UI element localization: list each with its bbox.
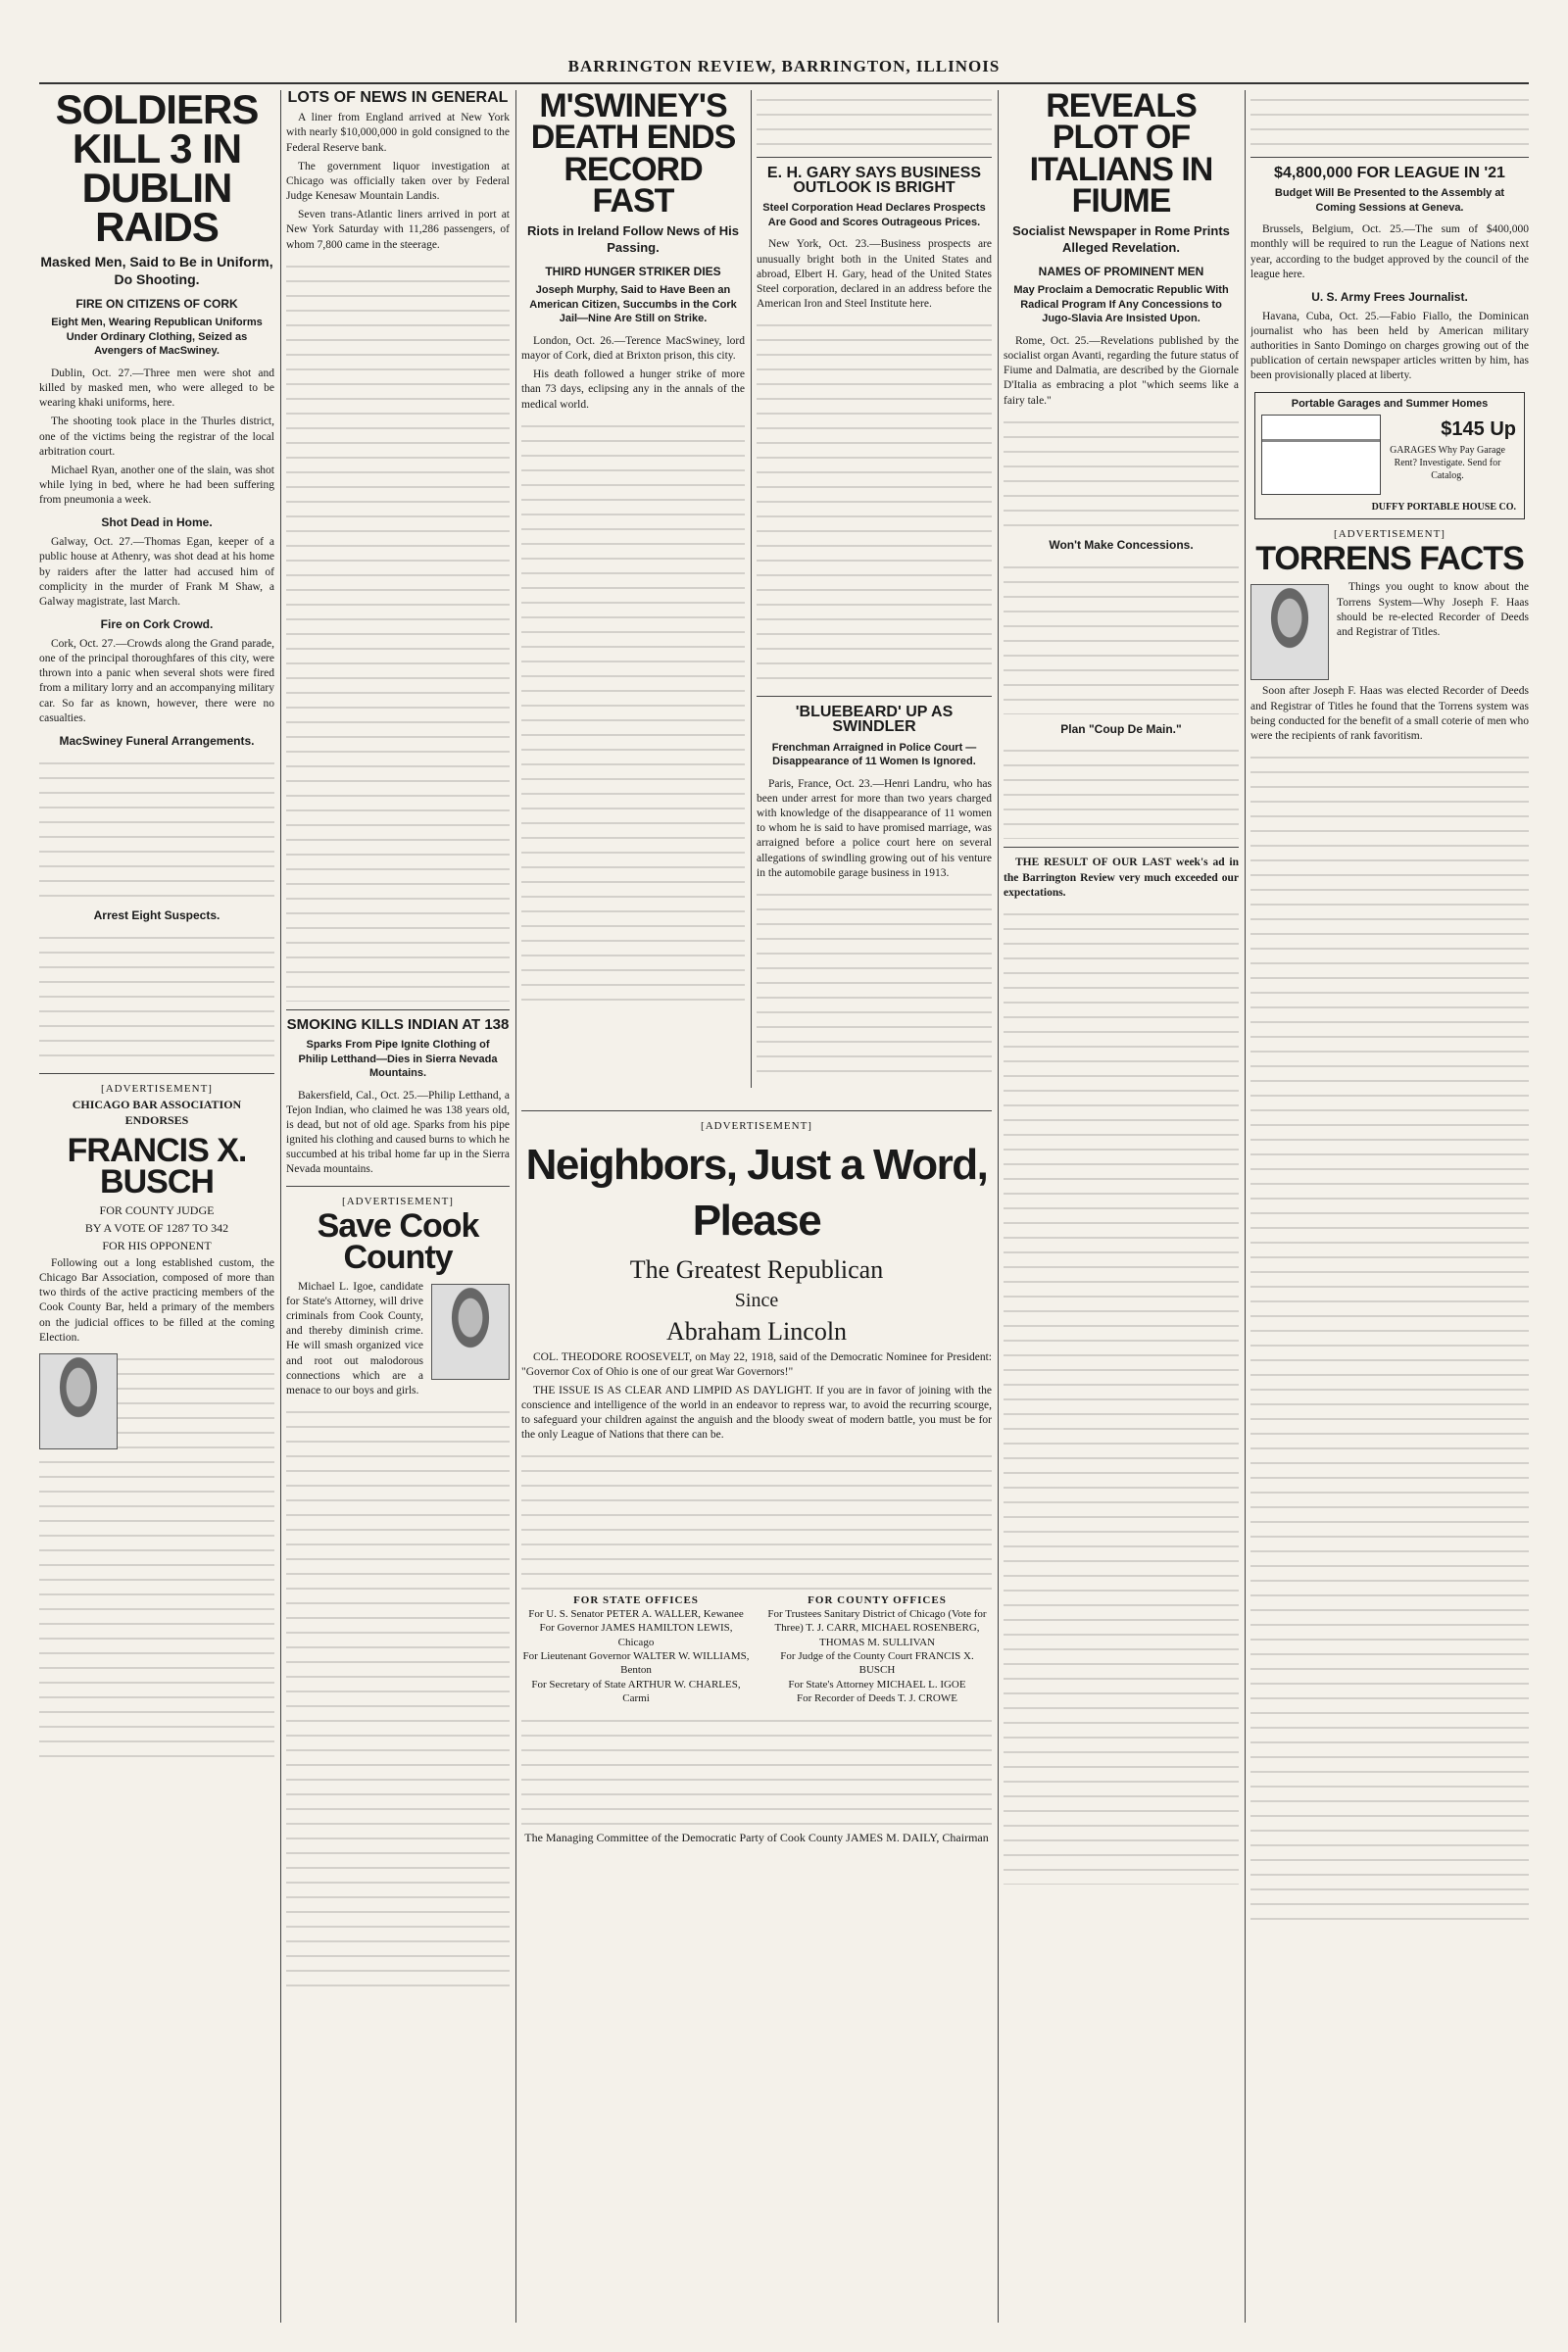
masthead: BARRINGTON REVIEW, BARRINGTON, ILLINOIS <box>39 57 1529 84</box>
county-office: For Recorder of Deeds T. J. CROWE <box>797 1691 957 1704</box>
dense-text-block <box>286 257 510 1002</box>
dense-text-block <box>39 754 274 901</box>
fiume-dek: May Proclaim a Democratic Republic With Radical Program If Any Concessions to Jugo-Slavia Are Insisted Upon. <box>1013 284 1229 325</box>
busch-portrait <box>39 1353 118 1449</box>
dense-text-block <box>521 1711 992 1829</box>
dense-text-block <box>1004 741 1239 839</box>
soldiers-paragraph: Dublin, Oct. 27.—Three men were shot and killed by masked men, who were alleged to be wearing khaki uniforms, here. <box>39 367 274 410</box>
state-office: For Lieutenant Governor WALTER W. WILLIAMS, Benton <box>522 1650 750 1677</box>
brief-paragraph: A liner from England arrived at New York with nearly $10,000,000 in gold consigned to the Federal Reserve bank. <box>286 112 510 154</box>
column-3 <box>521 90 745 1088</box>
state-office: For Secretary of State ARTHUR W. CHARLES, Carmi <box>531 1678 741 1704</box>
briefs-headline: LOTS OF NEWS IN GENERAL <box>287 90 509 106</box>
soldiers-paragraph: Galway, Oct. 27.—Thomas Egan, keeper of a public house at Athenry, was shot dead at his home by raiders after the latter had accused him of complicity in the murder of Frank M Shaw, a Galway magistrate, last March. <box>39 536 274 608</box>
garage-title: Portable Garages and Summer Homes <box>1291 397 1489 410</box>
bluebeard-dek: Frenchman Arraigned in Police Court —Disappearance of 11 Women Is Ignored. <box>771 741 977 768</box>
dense-text-block <box>757 90 992 149</box>
dense-text-block <box>286 1402 510 1990</box>
soldiers-paragraph: Cork, Oct. 27.—Crowds along the Grand parade, one of the principal thoroughfares of this city, were thrown into a panic when several shots were fired from a military lorry and an accompanying military car. So far as known, however, there were no casualties. <box>39 637 274 724</box>
bar-ad-line2: BY A VOTE OF 1287 TO 342 <box>84 1221 229 1236</box>
bar-ad-body: Following out a long established custom, the Chicago Bar Association, composed of more than two thirds of the active practicing members of the Cook County Bar, held a primary of the members on the judicial offices to be filled at the coming Election. <box>39 1256 274 1344</box>
soldiers-headline: SOLDIERS KILL 3 IN DUBLIN RAIDS <box>55 90 259 250</box>
bluebeard-headline: 'BLUEBEARD' UP AS SWINDLER <box>795 704 954 736</box>
army-free-body: Havana, Cuba, Oct. 25.—Fabio Fiallo, the Dominican journalist who has been held by American military authorities in Santo Domingo on charges growing out of the publication of certain newspaper articles written by him, has been provisionally placed at liberty. <box>1250 310 1529 382</box>
macswiney-paragraph: London, Oct. 26.—Terence MacSwiney, lord mayor of Cork, died at Brixton prison, this city. <box>521 334 745 363</box>
column-6 <box>1250 90 1529 2323</box>
dense-text-block <box>1004 558 1239 714</box>
smoking-headline: SMOKING KILLS INDIAN AT 138 <box>286 1015 510 1033</box>
busch-name: FRANCIS X. BUSCH <box>67 1131 247 1201</box>
macswiney-section: THIRD HUNGER STRIKER DIES <box>545 264 721 278</box>
column-5 <box>1004 90 1239 2323</box>
torrens-intro: Things you ought to know about the Torrens System—Why Joseph F. Haas should be re-elected Recorder of Deeds and Registrar of Titles. <box>1337 581 1529 638</box>
dense-text-block <box>521 416 745 1004</box>
county-offices-header: FOR COUNTY OFFICES <box>808 1593 947 1606</box>
shot-subhead: Shot Dead in Home. <box>101 515 213 530</box>
army-free-headline: U. S. Army Frees Journalist. <box>1311 289 1468 304</box>
fiume-section: NAMES OF PROMINENT MEN <box>1038 264 1204 278</box>
bar-ad-line1: FOR COUNTY JUDGE <box>99 1203 215 1218</box>
dense-text-block <box>1250 748 1529 1924</box>
dense-text-block <box>1004 413 1239 530</box>
neighbors-quote: COL. THEODORE ROOSEVELT, on May 22, 1918, said of the Democratic Nominee for President: "Governor Cox of Ohio is one of our great War Governors!" <box>521 1351 992 1379</box>
dense-text-block <box>1250 90 1529 149</box>
igoe-portrait <box>431 1284 510 1380</box>
county-office: For Judge of the County Court FRANCIS X. BUSCH <box>780 1650 974 1677</box>
column-2 <box>286 90 510 2323</box>
macswiney-paragraph: His death followed a hunger strike of more than 73 days, eclipsing any in the annals of the medical world. <box>521 368 745 411</box>
coup-subhead: Plan "Coup De Main." <box>1060 721 1182 736</box>
haas-portrait <box>1250 584 1329 680</box>
neighbors-footer: The Managing Committee of the Democratic Party of Cook County JAMES M. DAILY, Chairman <box>524 1831 989 1845</box>
bar-ad-org: CHICAGO BAR ASSOCIATION ENDORSES <box>72 1098 242 1127</box>
neighbors-line3: Abraham Lincoln <box>665 1317 848 1347</box>
league-headline: $4,800,000 FOR LEAGUE IN '21 <box>1274 165 1505 181</box>
cook-ad-label: [ADVERTISEMENT] <box>342 1195 454 1207</box>
neighbors-headline: Neighbors, Just a Word, Please <box>525 1141 988 1246</box>
fiume-paragraph: Rome, Oct. 25.—Revelations published by the socialist organ Avanti, regarding the future status of Fiume and Dalmatia, are described by the Giornale D'Italia as embracing a plot "which seems like a fairy tale." <box>1004 334 1239 407</box>
neighbors-ad <box>521 1102 992 2323</box>
dense-text-block <box>757 316 992 688</box>
neighbors-line2: Since <box>734 1290 779 1312</box>
gary-paragraph: New York, Oct. 23.—Business prospects are unusually bright both in the United States and abroad, Elbert H. Gary, head of the United States Steel corporation, declared in an address before the American Iron and Steel Institute here. <box>757 238 992 311</box>
soldiers-subhead: Masked Men, Said to Be in Uniform, Do Shooting. <box>40 253 273 288</box>
county-office: For State's Attorney MICHAEL L. IGOE <box>788 1678 966 1690</box>
smoking-body: Bakersfield, Cal., Oct. 25.—Philip Letthand, a Tejon Indian, who claimed he was 138 years old, is dead, but not of old age. Sparks from his pipe ignited his clothing and caused burns to which he succumbed at his tribal home far up in the Sierra Nevada mountains. <box>286 1089 510 1176</box>
arrest-subhead: Arrest Eight Suspects. <box>93 907 220 922</box>
brief-paragraph: The government liquor investigation at Chicago was officially taken over by Federal Judge Kenesaw Mountain Landis. <box>286 160 510 203</box>
macswiney-dek: Joseph Murphy, Said to Have Been an American Citizen, Succumbs in the Cork Jail—Nine Are Still on Strike. <box>529 284 737 325</box>
column-1 <box>39 90 274 2323</box>
state-office: For Governor JAMES HAMILTON LEWIS, Chicago <box>539 1622 733 1648</box>
neighbors-line1: The Greatest Republican <box>629 1254 884 1284</box>
concessions-subhead: Won't Make Concessions. <box>1049 537 1194 552</box>
garage-ad <box>1254 392 1525 519</box>
result-headline: THE RESULT OF OUR LAST week's ad in the Barrington Review very much exceeded our expectations. <box>1004 857 1239 899</box>
torrens-body: Soon after Joseph F. Haas was elected Recorder of Deeds and Registrar of Titles he found that the Torrens system was being conducted for the benefit of a small coterie of men who were the recipients of rank favoritism. <box>1250 685 1529 742</box>
soldiers-dek: Eight Men, Wearing Republican Uniforms Under Ordinary Clothing, Seized as Avengers of MacSwiney. <box>51 317 263 358</box>
state-office: For U. S. Senator PETER A. WALLER, Kewanee <box>528 1608 744 1621</box>
soldiers-paragraph: Michael Ryan, another one of the slain, was shot while lying in bed, where he had been suffering from pneumonia a week. <box>39 464 274 507</box>
gary-headline: E. H. GARY SAYS BUSINESS OUTLOOK IS BRIGHT <box>766 165 982 197</box>
garage-text: GARAGES Why Pay Garage Rent? Investigate. Send for Catalog. <box>1390 444 1505 481</box>
league-paragraph: Brussels, Belgium, Oct. 25.—The sum of $400,000 monthly will be required to run the League of Nations next year, according to the budget approved by the council of the league here. <box>1250 223 1529 280</box>
neighbors-paragraph: THE ISSUE IS AS CLEAR AND LIMPID AS DAYLIGHT. If you are in favor of joining with the conscience and intelligence of the world in an endeavor to repress war, to avoid the recurring scourge, to safeguard your children against the anguish and the bloody sweat of modern battle, you must be for the only League of Nations that there can be. <box>521 1385 992 1441</box>
brief-paragraph: Seven trans-Atlantic liners arrived in port at New York Saturday with 11,286 passengers, of whom 7,800 came in the steerage. <box>286 209 510 251</box>
column-4 <box>757 90 992 1088</box>
fiume-subhead: Socialist Newspaper in Rome Prints Alleged Revelation. <box>1012 223 1230 256</box>
state-offices-header: FOR STATE OFFICES <box>573 1593 699 1606</box>
garage-footer: DUFFY PORTABLE HOUSE CO. <box>1371 502 1516 514</box>
bluebeard-paragraph: Paris, France, Oct. 23.—Henri Landru, who has been under arrest for more than two years charged with knowledge of the disappearance of 11 women to whom he is said to have promised marriage, was arraigned before a police court here on several allegations of swindling growing out of his venture in the automobile garage business in 1913. <box>757 777 992 879</box>
bar-ad-label: [ADVERTISEMENT] <box>101 1082 213 1095</box>
county-office: For Trustees Sanitary District of Chicago (Vote for Three) T. J. CARR, MICHAEL ROSENBERG, THOMAS M. SULLIVAN <box>767 1608 987 1648</box>
dense-text-block <box>521 1446 992 1593</box>
cook-ad-headline: Save Cook County <box>317 1207 479 1277</box>
county-offices <box>762 1593 992 1705</box>
state-offices <box>521 1593 751 1705</box>
smoking-dek: Sparks From Pipe Ignite Clothing of Philip Letthand—Dies in Sierra Nevada Mountains. <box>298 1038 498 1080</box>
soldiers-paragraph: The shooting took place in the Thurles district, one of the victims being the registrar of the local arbitration court. <box>39 416 274 458</box>
macswiney-headline: M'SWINEY'S DEATH ENDS RECORD FAST <box>530 90 736 220</box>
soldiers-section: FIRE ON CITIZENS OF CORK <box>75 296 238 311</box>
garage-price: $145 Up <box>1441 417 1516 440</box>
torrens-headline: TORRENS FACTS <box>1255 540 1524 578</box>
dense-text-block <box>1004 905 1239 1885</box>
dense-text-block <box>39 928 274 1065</box>
league-dek: Budget Will Be Presented to the Assembly at Coming Sessions at Geneva. <box>1274 187 1505 214</box>
garage-illustration <box>1261 415 1381 495</box>
bar-ad-line3: FOR HIS OPPONENT <box>102 1239 212 1253</box>
macswiney-subhead: Riots in Ireland Follow News of His Passing. <box>527 223 739 256</box>
dense-text-block <box>757 885 992 1081</box>
cork-subhead: Fire on Cork Crowd. <box>100 617 214 632</box>
funeral-subhead: MacSwiney Funeral Arrangements. <box>59 733 255 748</box>
ballot-listing <box>521 1593 992 1705</box>
torrens-label: [ADVERTISEMENT] <box>1334 527 1446 540</box>
neighbors-label: [ADVERTISEMENT] <box>701 1120 812 1132</box>
fiume-headline: REVEALS PLOT OF ITALIANS IN FIUME <box>1029 90 1213 220</box>
cook-ad-body: Michael L. Igoe, candidate for State's Attorney, will drive criminals from Cook County, and thereby diminish crime. He will smash organized vice and root out malodorous connections which are a menace to our boys and girls. <box>286 1280 423 1396</box>
gary-dek: Steel Corporation Head Declares Prospects Are Good and Scores Outrageous Prices. <box>762 202 986 228</box>
